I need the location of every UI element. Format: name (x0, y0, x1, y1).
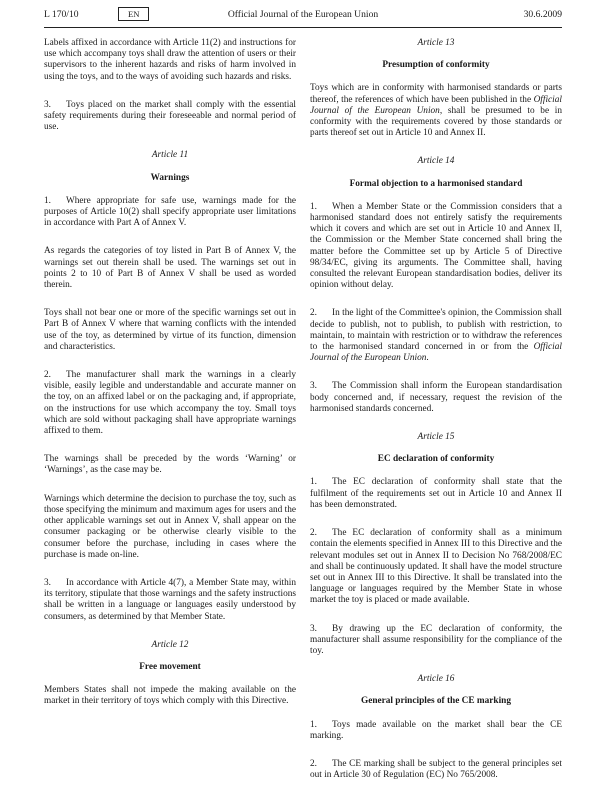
paragraph-text: Toys made available on the market shall bear the CE marking. (310, 719, 562, 741)
paragraph-text: By drawing up the EC declaration of conformity, the manufacturer shall assume responsibility for the compliance of the toy. (310, 623, 562, 656)
paragraph (310, 477, 562, 511)
paragraph-number: 3. (44, 577, 51, 588)
paragraph-number: 2. (310, 308, 317, 319)
paragraph-text: . (426, 353, 429, 364)
paragraph (44, 100, 296, 134)
paragraph-number: 2. (310, 758, 317, 769)
paragraph-text: When a Member State or the Commission considers that a harmonised standard does not entirely satisfy the requirements which it covers and which are set out in Article 10 and Annex II, the Commission or the Member State concerned shall bring the matter before the Committee set up by Article 5 of Directive 98/34/EC, giving its arguments. The Committee shall, having consulted the relevant European standardisation bodies, deliver its opinion without delay. (310, 201, 562, 291)
paragraph: As regards the categories of toy listed in Part B of Annex V, the warnings set out therein shall be used. The warnings set out in points 2 to 10 of Part B of Annex V shall be used as worded therein. (44, 246, 296, 291)
publication-date: 30.6.2009 (523, 9, 562, 20)
article-title: Presumption of conformity (382, 60, 490, 71)
journal-reference: Official Journal of the European Union (310, 94, 562, 116)
paragraph-number: 1. (44, 195, 51, 206)
article-heading: Article 16 (417, 674, 455, 685)
header-rule (44, 27, 562, 28)
article-title: Warnings (150, 172, 190, 183)
paragraph-number: 3. (310, 623, 317, 634)
journal-reference: Official Journal of the European Union (310, 342, 562, 364)
article-title: Formal objection to a harmonised standard (349, 178, 523, 189)
paragraph (44, 196, 296, 230)
paragraph: Members States shall not impede the making available on the market in their territory of toys which comply with this Directive. (44, 685, 296, 707)
article-title: General principles of the CE marking (360, 696, 512, 707)
paragraph-text: The manufacturer shall mark the warnings in a clearly visible, easily legible and understandable and accurate manner on the toy, on an affixed label or on the packaging and, if appropriate, on the instructions for use which accompany the toy. Small toys which are sold without packaging shall have appropriate warnings affixed to them. (44, 370, 296, 437)
article-title: EC declaration of conformity (377, 454, 495, 465)
paragraph (310, 720, 562, 742)
paragraph-text: Toys placed on the market shall comply with the essential safety requirements during their foreseeable and normal period of use. (44, 99, 296, 133)
two-column-body (44, 38, 562, 798)
paragraph-number: 2. (44, 370, 51, 381)
paragraph-text: The EC declaration of conformity shall as a minimum contain the elements specified in Annex III to this Directive and the relevant modules set out in Annex II to Decision No 768/2008/EC and shall be continuously updated. It shall have the model structure set out in Annex III to this Directive. It shall be translated into the language or languages required by the Member State in whose market the toy is placed or made available. (310, 528, 562, 606)
paragraph: Toys shall not bear one or more of the specific warnings set out in Part B of Annex V where that warning conflicts with the intended use of the toy, as determined by virtue of its function, dimension and characteristics. (44, 308, 296, 352)
paragraph (44, 370, 296, 437)
paragraph (310, 83, 562, 139)
paragraph: Labels affixed in accordance with Article 11(2) and instructions for use which accompany toys shall draw the attention of users or their supervisors to the inherent hazards and risks of harm involved in using the toys, and to the ways of avoiding such hazards and risks. (44, 38, 296, 82)
paragraph-text: The CE marking shall be subject to the general principles set out in Article 30 of Regulation (EC) No 765/2008. (310, 758, 562, 781)
paragraph (44, 578, 296, 623)
journal-title: Official Journal of the European Union (227, 9, 379, 20)
paragraph (310, 202, 562, 292)
paragraph (310, 759, 562, 781)
paragraph-number: 1. (310, 719, 317, 730)
article-heading: Article 15 (417, 432, 455, 443)
paragraph-text: In the light of the Committee's opinion, the Commission shall decide to publish, not to publish, to publish with restriction, to maintain, to maintain with restriction or to withdraw the references to the harmonised standard concerned in or from the (310, 308, 562, 353)
page-reference: L 170/10 (44, 9, 79, 20)
paragraph-text: Where appropriate for safe use, warnings made for the purposes of Article 10(2) shall specify appropriate user limitations in accordance with Part A of Annex V. (44, 195, 296, 229)
paragraph (310, 624, 562, 658)
left-column (44, 38, 296, 798)
paragraph-text: The Commission shall inform the European standardisation body concerned and, if necessary, request the revision of the harmonised standards concerned. (310, 381, 562, 414)
paragraph-number: 1. (310, 477, 317, 488)
paragraph: Warnings which determine the decision to purchase the toy, such as those specifying the minimum and maximum ages for users and the other applicable warnings set out in Annex V, shall appear on the consumer packaging or be otherwise clearly visible to the consumer before the purchase, including in cases where the purchase is made on-line. (44, 493, 296, 560)
paragraph: The warnings shall be preceded by the words ‘Warning’ or ‘Warnings’, as the case may be. (44, 454, 296, 476)
article-heading: Article 13 (417, 38, 455, 48)
paragraph (310, 528, 562, 606)
paragraph-number: 3. (310, 381, 317, 392)
paragraph-text: Toys which are in conformity with harmonised standards or parts thereof, the references of which have been published in the (310, 83, 562, 105)
paragraph-number: 1. (310, 201, 317, 212)
paragraph-number: 3. (44, 99, 51, 110)
article-heading: Article 12 (151, 639, 189, 650)
paragraph (310, 381, 562, 415)
article-heading: Article 14 (417, 156, 455, 167)
paragraph-text: In accordance with Article 4(7), a Member State may, within its territory, stipulate that those warnings and the safety instructions shall be written in a language or languages easily understood by consumers, as determined by that Member State. (44, 577, 296, 622)
article-heading: Article 11 (151, 150, 189, 161)
page-header (44, 9, 562, 25)
paragraph-number: 2. (310, 528, 317, 539)
paragraph-text: , shall be presumed to be in conformity with the requirements covered by those standards or parts thereof set out in Article 10 and Annex II. (310, 105, 562, 139)
article-title: Free movement (139, 661, 201, 672)
paragraph (310, 308, 562, 364)
paragraph-text: The EC declaration of conformity shall state that the fulfilment of the requirements set out in Article 10 and Annex II has been demonstrated. (310, 477, 562, 510)
right-column (310, 38, 562, 798)
language-badge: EN (118, 7, 149, 21)
